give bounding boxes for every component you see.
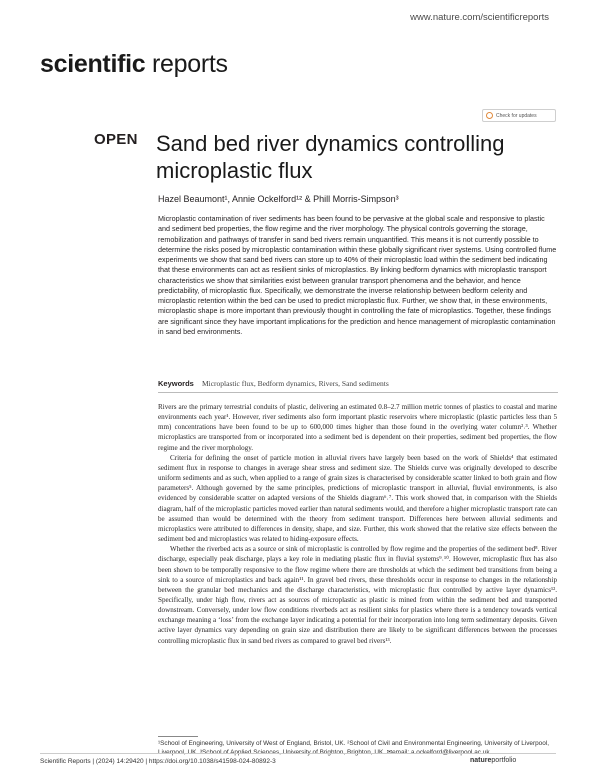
publisher-light: portfolio [491, 757, 517, 764]
footnote-divider [158, 736, 198, 737]
publisher-logo [470, 757, 516, 764]
page-footer [40, 758, 276, 765]
keywords-divider [158, 392, 558, 393]
journal-url[interactable]: www.nature.com/scientificreports [410, 12, 549, 23]
footer-doi[interactable]: | https://doi.org/10.1038/s41598-024-80892-3 [145, 758, 276, 765]
check-updates-button[interactable] [482, 109, 556, 122]
keywords-label: Keywords [158, 379, 194, 388]
article-body [158, 402, 557, 646]
keywords [158, 379, 389, 388]
article-title: Sand bed river dynamics controlling microplastic flux [156, 131, 505, 183]
journal-brand [40, 50, 228, 79]
footer-divider [40, 753, 556, 754]
affiliations-footnote: ¹School of Engineering, University of West of England, Bristol, UK. ²School of Civil and Environmental Engineering, University of Liverpool, Liverpool, UK. ³School of Applied Sciences, University of Brighton, Brighton, UK. ✉email: a.ockelford@liverpool.ac.uk [158, 740, 549, 757]
footer-journal: Scientific Reports | [40, 758, 95, 765]
publisher-bold: nature [470, 757, 492, 764]
footer-citation: (2024) 14:29420 [95, 758, 144, 765]
brand-bold: scientific [40, 50, 146, 78]
open-access-label: OPEN [94, 131, 138, 148]
check-updates-label: Check for updates [496, 112, 537, 119]
keywords-list[interactable]: Microplastic flux, Bedform dynamics, Rivers, Sand sediments [201, 379, 389, 388]
body-paragraph: Whether the riverbed acts as a source or sink of microplastic is controlled by flow regime and the properties of the sediment bed⁸. River discharge, especially peak discharge, plays a key role in mediating plastic flux in fluvial systems⁹˒¹⁰. However, microplastic flux has also been shown to be temporally responsive to the flow regime where there are thresholds at which the sediment bed transitions from being a sink to a source of microplastics and back again¹¹. In gravel bed rivers, these thresholds occur in response to changes in the relationship between the granular bed mechanics and the discharge characteristics, with microplastic flux controlled by active layer dynamics¹². Specifically, under high flow, rivers act as sources of microplastic as plastic is mined from within the sediment bed and transported downstream. Conversely, under low flow conditions riverbeds act as resilient sinks for plastics where there is a tendency towards vertical exchange meaning a ‘loss’ from the exchange layer indicating a potential for their incorporation into long term sedimentary deposits. Given active layer dynamics vary depending on grain size and distribution there are likely to be significant differences between the processes controlling microplastic flux in sand bed rivers as compared to gravel bed rivers¹³. [158, 545, 557, 645]
abstract: Microplastic contamination of river sediments has been found to be pervasive at the global scale and responsive to plastic and sediment bed properties, the flow regime and the river morphology. The physical controls governing the storage, remobilization and pathways of transfer in sand bed rivers remain unquantified. This means it is not currently possible to determine the risks posed by microplastic contamination within these globally significant river systems. Using controlled flume experiments we show that sand bed rivers can store up to 40% of their microplastic load within the sediment bed indicating that these environments can act as resilient sinks of microplastics. By linking bedform dynamics with microplastic transport characteristics we show that similarities exist between granular transport phenomena and the behavior, and hence predictability, of microplastic flux. Specifically, we demonstrate the inverse relationship between bedform celerity and microplastic retention within the bed can be used to predict microplastic flux. Further, we show that, in these environments, microplastic shape is more important than previously thought in controlling the fate of microplastics. Together, these findings are significant since they have important implications for the prediction and hence management of microplastic contamination in sand bed environments. [158, 214, 557, 336]
author-list: Hazel Beaumont¹, Annie Ockelford¹² & Phill Morris-Simpson³ [158, 194, 399, 204]
body-paragraph: Rivers are the primary terrestrial conduits of plastic, delivering an estimated 0.8–2.7 million metric tonnes of plastics to coastal and marine environments each year¹. However, river sediments also form important plastic reservoirs where microplastic (plastic particles less than 5 mm) concentrations have been found to be up to 600,000 times higher than those found in the overlying water column²˒³. Whether microplastics are transported from or incorporated into a sediment bed is dependent on their properties, sediment bed properties, the flow regime and the river morphology. [158, 403, 557, 452]
body-paragraph: Criteria for defining the onset of particle motion in alluvial rivers have largely been based on the work of Shields⁴ that estimated sediment flux in response to changes in average shear stress and sediment size. The Shields curve was originally developed to describe uniform sediments and as such, when applied to a range of grain sizes is characterised by considerable scatter linked to both grain and flow parameters⁵. Although governed by the same principles, predictions of microplastic transport in alluvial, fluvial environments, is also evidenced by considerable scatter on adapted versions of the Shields diagram⁶˒⁷. This work showed that, in comparison with the Shields diagram, half of the microplastic particles moved earlier than natural sediments would, and therefore a higher microplastic transport rate can be assumed than would be determined with the theory from sediment transport. Differences here between alluvial sediments and microplastics were attributed to differences in density, shape, and size. Further, this work showed that the relative size effects between the sediment bed and microplastics was related to hiding-exposure effects. [158, 453, 557, 544]
check-updates-icon [486, 112, 493, 119]
brand-light: reports [152, 50, 228, 78]
